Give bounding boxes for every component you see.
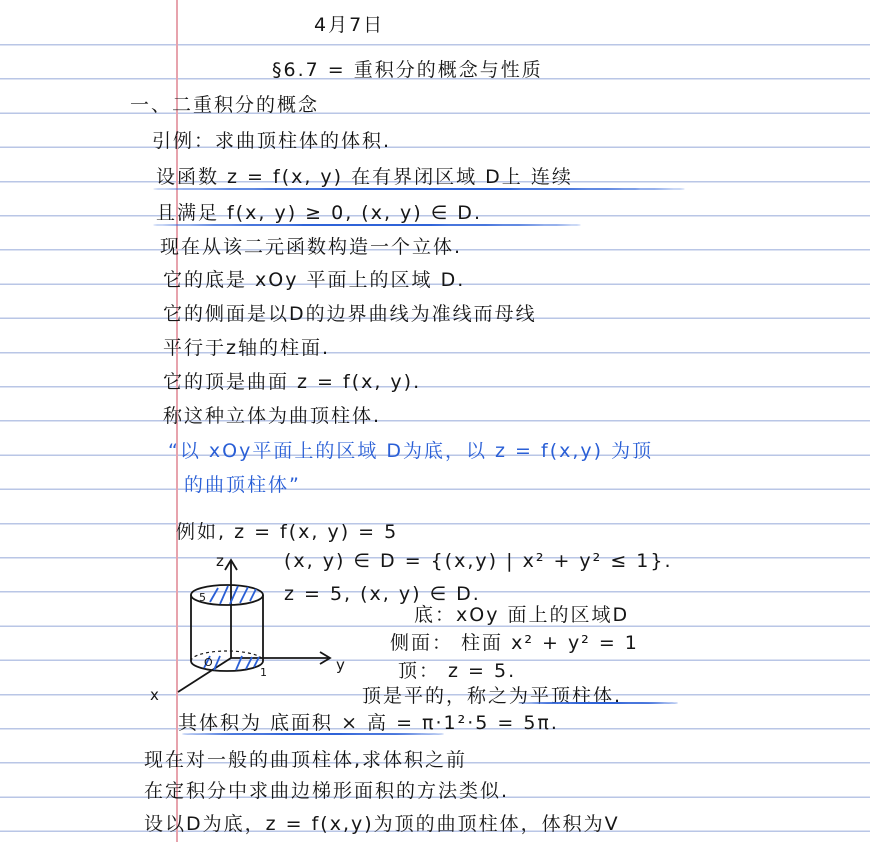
footer-line-2: 在定积分中求曲边梯形面积的方法类似. [144, 780, 510, 802]
example-line-5: 侧面： 柱面 x² + y² = 1 [390, 632, 639, 654]
origin-label: O [204, 656, 213, 669]
footer-line-1: 现在对一般的曲顶柱体,求体积之前 [144, 749, 468, 771]
top-hatching [210, 586, 256, 604]
note-line-1: 设函数 z = f(x, y) 在有界闭区域 D上 连续 [156, 166, 573, 188]
note-line-3: 现在从该二元函数构造一个立体. [160, 236, 463, 258]
note-line-2: 且满足 f(x, y) ≥ 0, (x, y) ∈ D. [156, 202, 482, 224]
example-line-2: (x, y) ∈ D = {(x,y) | x² + y² ≤ 1}. [284, 550, 673, 572]
volume-line: 其体积为 底面积 × 高 = π·1²·5 = 5π. [178, 712, 559, 734]
cylinder-figure [140, 540, 360, 710]
footer-line-3: 设以D为底，z = f(x,y)为顶的曲顶柱体，体积为V [144, 813, 620, 835]
example-line-4: 底：xOy 面上的区域D [414, 604, 630, 626]
date: 4月7日 [314, 14, 385, 36]
underline-flat-top [518, 702, 678, 704]
x-axis-label: x [150, 686, 159, 704]
underline-2 [153, 224, 581, 226]
heading: 一、二重积分的概念 [130, 94, 320, 116]
intro-line: 引例：求曲顶柱体的体积. [152, 130, 392, 152]
note-line-6: 平行于z轴的柱面. [163, 337, 331, 359]
quote-line-2: 的曲顶柱体” [184, 474, 301, 496]
top-height-label: 5 [199, 591, 206, 604]
cylinder-bottom-front [191, 661, 263, 671]
section-title: §6.7 = 重积分的概念与性质 [272, 59, 543, 81]
quote-line-1: “以 xOy平面上的区域 D为底，以 z = f(x,y) 为顶 [168, 440, 654, 462]
note-line-4: 它的底是 xOy 平面上的区域 D. [163, 269, 466, 291]
underline-1 [153, 188, 685, 190]
z-axis-label: z [216, 552, 224, 570]
example-line-1: 例如, z = f(x, y) = 5 [176, 521, 399, 543]
note-line-7: 它的顶是曲面 z = f(x, y). [163, 371, 422, 393]
note-line-8: 称这种立体为曲顶柱体. [163, 405, 382, 427]
example-line-3: z = 5, (x, y) ∈ D. [284, 583, 481, 605]
radius-label: 1 [260, 666, 267, 679]
example-line-7: 顶是平的，称之为平顶柱体. [362, 685, 623, 707]
note-line-5: 它的侧面是以D的边界曲线为准线而母线 [163, 303, 537, 325]
example-line-6: 顶： z = 5. [398, 660, 517, 682]
underline-volume [182, 733, 444, 735]
y-axis-label: y [336, 656, 345, 674]
